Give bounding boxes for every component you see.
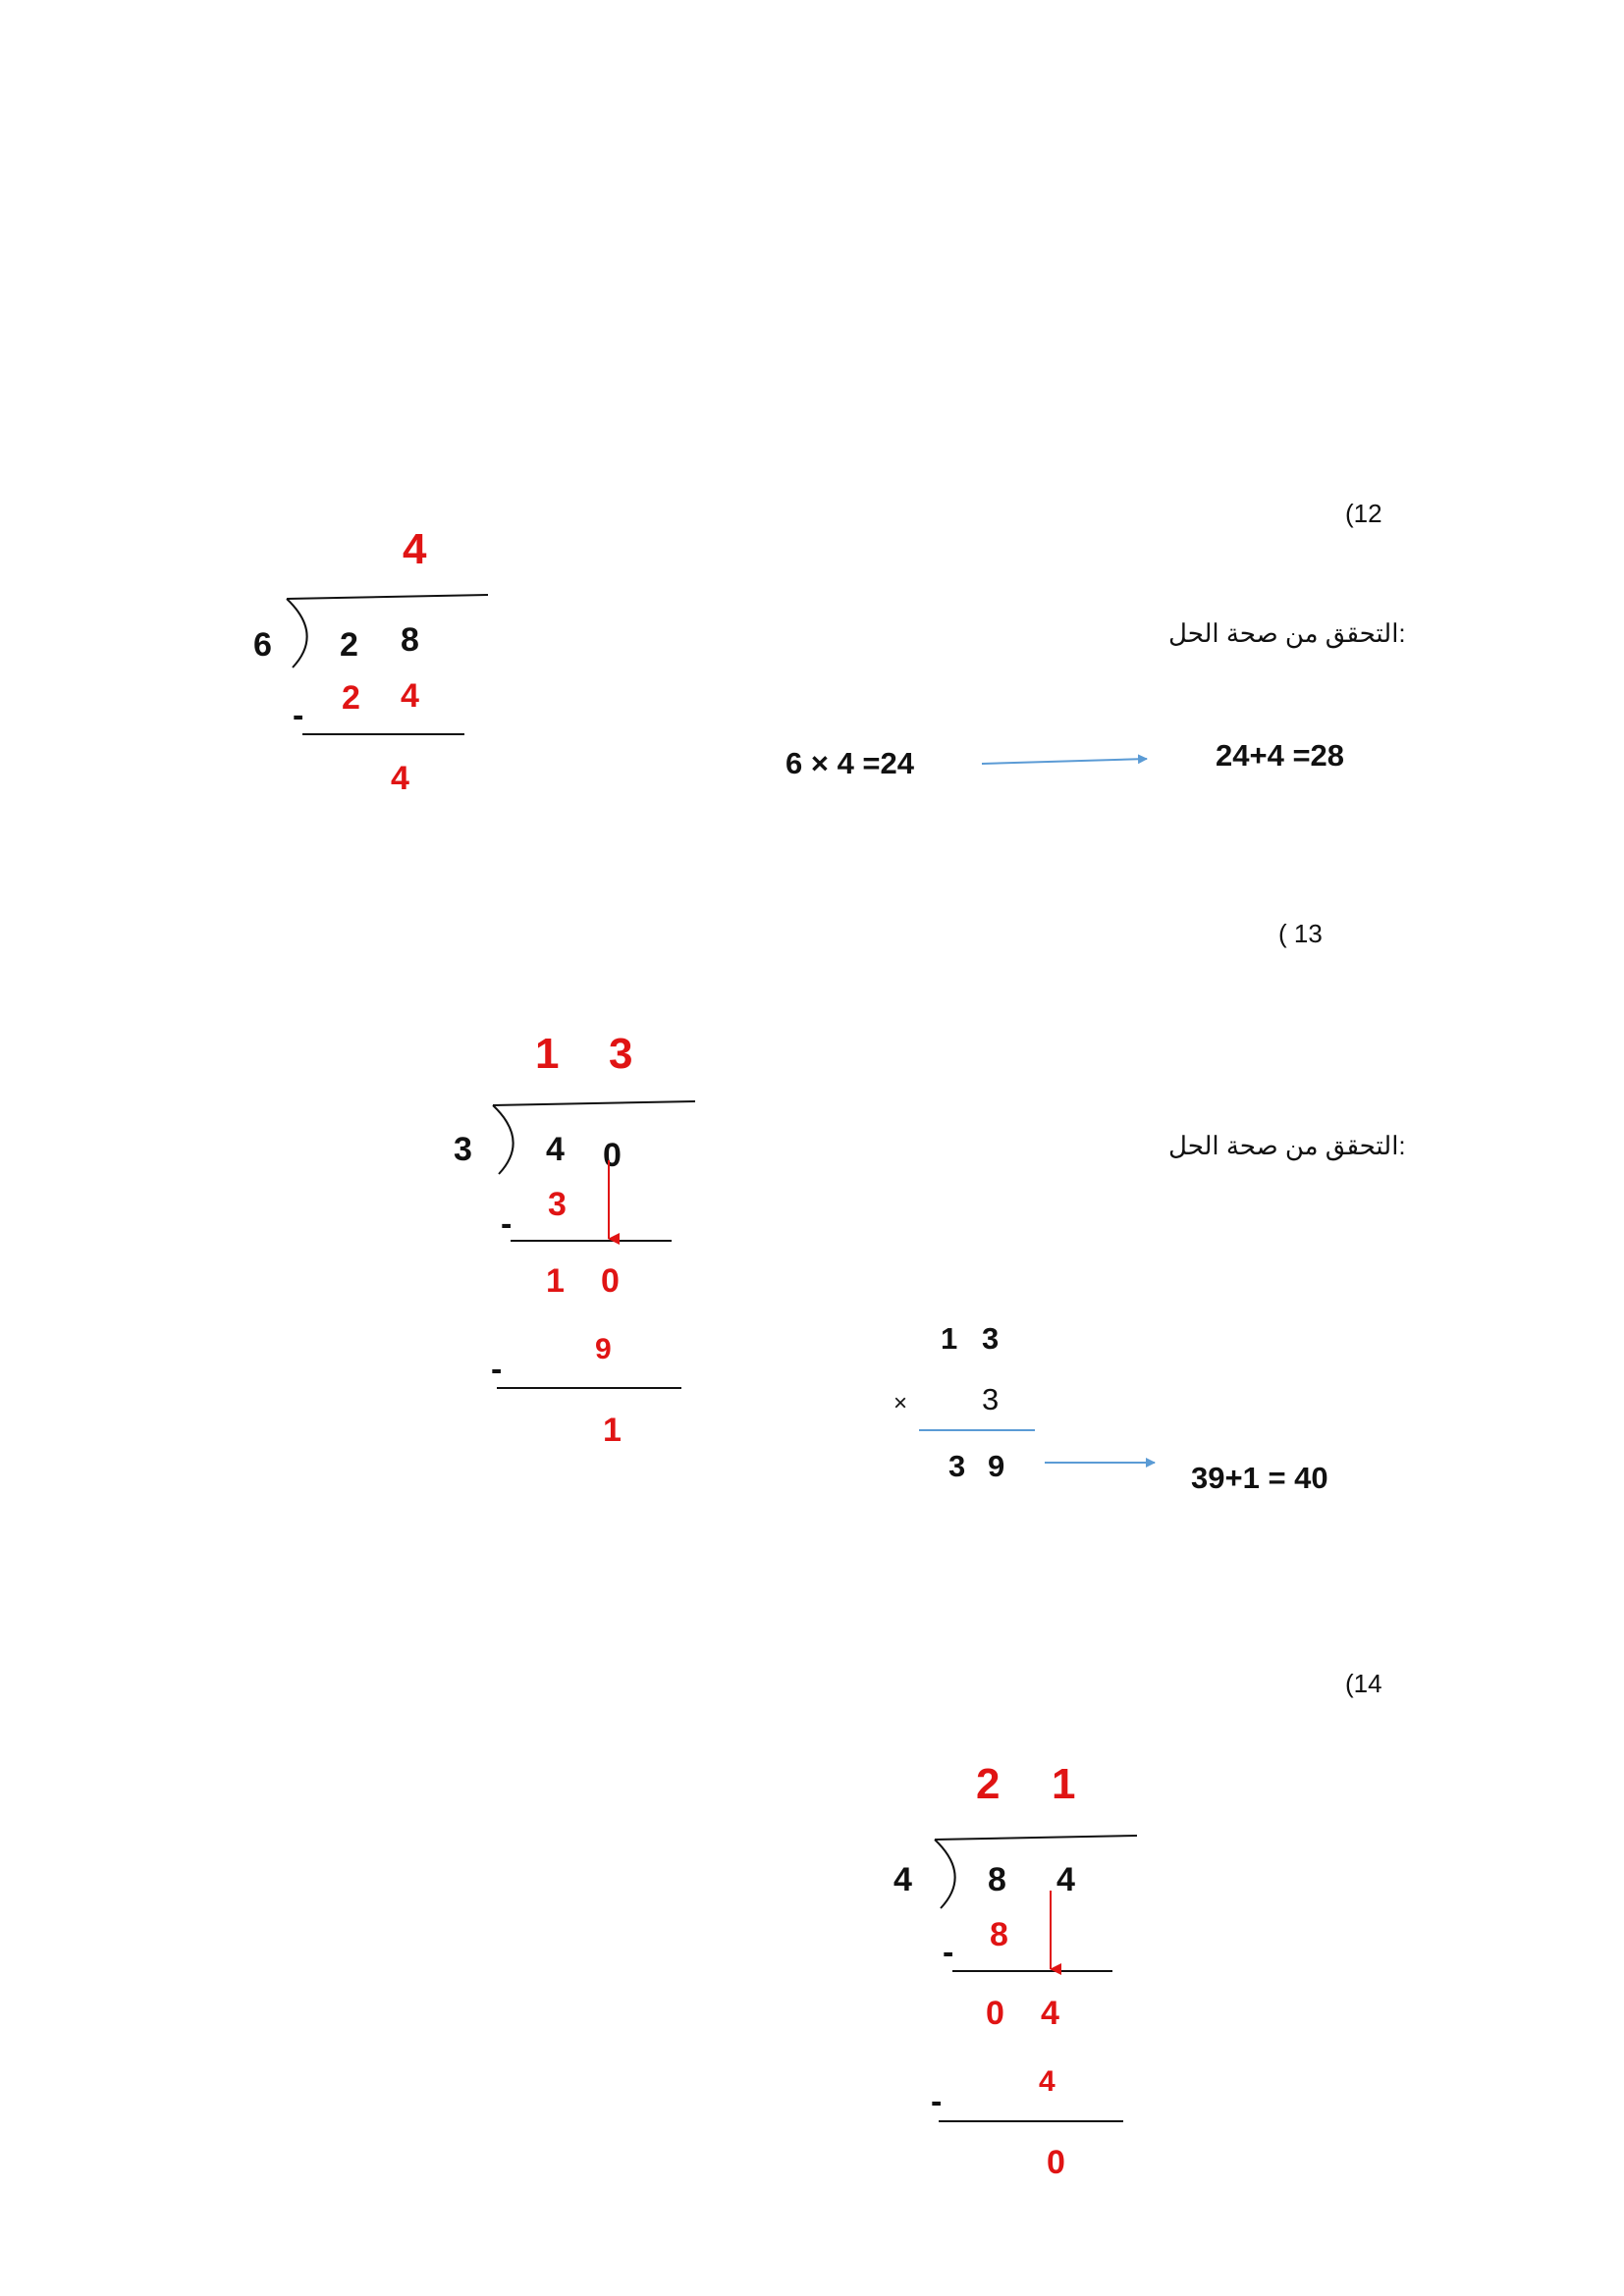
problem-14-result-digit: 0 (986, 1995, 1004, 2032)
problem-13-check-addition: 39+1 = 40 (1191, 1461, 1328, 1495)
problem-14-result-digit: 4 (1041, 1995, 1059, 2032)
problem-13-dividend-digit: 4 (546, 1131, 565, 1168)
problem-12-minus-sign: - (293, 697, 304, 734)
problem-12-dividend-digit: 2 (340, 626, 358, 664)
problem-12-check-arrow (982, 759, 1147, 764)
problem-12-check-multiplication: 6 × 4 =24 (785, 746, 915, 780)
problem-13-remainder: 1 (603, 1412, 622, 1449)
problem-13-quotient-digit: 1 (535, 1030, 560, 1078)
problem-14-subtract-digit: 8 (990, 1916, 1008, 1953)
problem-13-minus-sign: - (501, 1205, 513, 1243)
problem-12-quotient-digit: 4 (403, 525, 427, 573)
problem-13-result-digit: 1 (546, 1262, 565, 1300)
problem-12-remainder: 4 (391, 760, 409, 797)
problem-13-divisor: 3 (454, 1131, 472, 1168)
problem-14-dividend-digit: 8 (988, 1861, 1006, 1898)
problem-13-check-top-digit: 1 (941, 1321, 958, 1356)
problem-13-check-product-digit: 3 (948, 1449, 966, 1483)
problem-14-divisor: 4 (893, 1861, 912, 1898)
problem-14-number: (14 (1345, 1669, 1382, 1698)
problem-13-division-bar (493, 1101, 695, 1105)
problem-13-quotient-digit: 3 (609, 1030, 633, 1078)
problem-14-minus-sign: - (943, 1934, 954, 1971)
problem-12-subtract-digit: 4 (401, 677, 419, 715)
problem-14-quotient-digit: 2 (976, 1760, 1001, 1808)
problem-14-quotient-digit: 1 (1052, 1760, 1076, 1808)
problem-12-dividend-digit: 8 (401, 621, 419, 659)
problem-13-subtract-digit: 9 (595, 1333, 612, 1365)
problem-13-check-multiplier: 3 (982, 1382, 1000, 1416)
problem-13-division-bracket (493, 1105, 514, 1174)
problem-13-dividend-digit: 0 (603, 1137, 622, 1174)
problem-14-division-bar (935, 1836, 1137, 1840)
problem-12-division-bracket (287, 599, 307, 667)
problem-12-number: (12 (1345, 499, 1382, 528)
problem-12-check-label: التحقق من صحة الحل: (1168, 618, 1406, 648)
problem-12-subtract-digit: 2 (342, 679, 360, 717)
problem-12-check-addition: 24+4 =28 (1216, 738, 1345, 773)
problem-13-check-product-digit: 9 (988, 1449, 1005, 1483)
problem-14-dividend-digit: 4 (1056, 1861, 1075, 1898)
problem-13-check-top-digit: 3 (982, 1321, 1000, 1356)
problem-14-remainder: 0 (1047, 2144, 1065, 2181)
problem-14-division-bracket (935, 1840, 955, 1908)
problem-13-check-times-sign: × (893, 1390, 908, 1416)
problem-13-result-digit: 0 (601, 1262, 620, 1300)
problem-14-subtract-digit: 4 (1039, 2065, 1056, 2098)
problem-13-minus-sign: - (491, 1351, 503, 1388)
problem-13-check-label: التحقق من صحة الحل: (1168, 1131, 1406, 1160)
problem-12-divisor: 6 (253, 626, 272, 664)
problem-14-minus-sign: - (931, 2083, 943, 2120)
problem-13-number: ( 13 (1278, 919, 1323, 948)
problem-12-division-bar (287, 595, 488, 599)
problem-13-subtract-digit: 3 (548, 1186, 567, 1223)
